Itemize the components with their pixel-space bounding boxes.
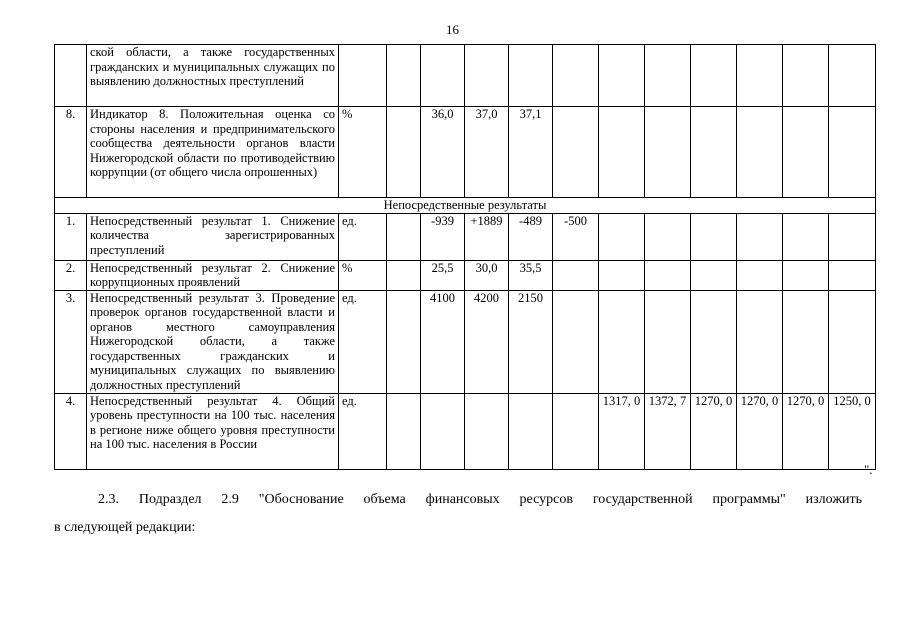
row-unit: [339, 45, 387, 107]
closing-quote: ".: [864, 462, 873, 477]
cell-value: [783, 260, 829, 290]
row-name: Непосредственный результат 2. Снижение коррупционных проявлений: [87, 260, 339, 290]
cell-value: [645, 213, 691, 260]
cell-value: [737, 290, 783, 393]
cell-value: +1889: [465, 213, 509, 260]
row-name: Непосредственный результат 4. Общий уровень преступности на 100 тыс. населения в регионе ниже общего уровня преступности на 100 тыс. населения в России: [87, 393, 339, 469]
cell-value: [509, 45, 553, 107]
table-row: [55, 260, 876, 290]
cell-value: [553, 45, 599, 107]
cell-value: [737, 107, 783, 198]
row-name: Индикатор 8. Положительная оценка со стороны населения и предпринимательского сообщества деятельности органов власти Нижегородской области по противодействию коррупции (от общего числа опрошенных): [87, 107, 339, 198]
cell-value: 35,5: [509, 260, 553, 290]
cell-value: [509, 393, 553, 469]
cell-value: [829, 107, 876, 198]
cell-value: [599, 260, 645, 290]
cell-value: [387, 213, 421, 260]
cell-value: [599, 45, 645, 107]
cell-value: [387, 45, 421, 107]
row-number: 1.: [55, 213, 87, 260]
cell-value: 4200: [465, 290, 509, 393]
row-unit: ед.: [339, 393, 387, 469]
row-name: ской области, а также государственных гражданских и муниципальных служащих по выявлению должностных преступлений: [87, 45, 339, 107]
cell-value: -500: [553, 213, 599, 260]
row-name: Непосредственный результат 1. Снижение количества зарегистрированных преступлений: [87, 213, 339, 260]
cell-value: [737, 45, 783, 107]
cell-value: 2150: [509, 290, 553, 393]
cell-value: [387, 290, 421, 393]
cell-value: 1250, 0: [829, 393, 876, 469]
table-body: [55, 45, 876, 470]
cell-value: [691, 213, 737, 260]
cell-value: 4100: [421, 290, 465, 393]
cell-value: 37,0: [465, 107, 509, 198]
cell-value: 1270, 0: [783, 393, 829, 469]
cell-value: [645, 290, 691, 393]
cell-value: [691, 290, 737, 393]
row-number: 2.: [55, 260, 87, 290]
cell-value: [387, 260, 421, 290]
cell-value: [645, 260, 691, 290]
cell-value: [553, 260, 599, 290]
table-row: [55, 45, 876, 107]
cell-value: [553, 107, 599, 198]
cell-value: [829, 260, 876, 290]
cell-value: [465, 393, 509, 469]
row-number: [55, 45, 87, 107]
paragraph-continuation: в следующей редакции:: [54, 520, 196, 535]
cell-value: [599, 290, 645, 393]
cell-value: 1317, 0: [599, 393, 645, 469]
cell-value: [421, 45, 465, 107]
table-row: [55, 290, 876, 393]
cell-value: [829, 213, 876, 260]
cell-value: -489: [509, 213, 553, 260]
cell-value: [737, 260, 783, 290]
cell-value: [465, 45, 509, 107]
cell-value: [829, 290, 876, 393]
cell-value: 1270, 0: [691, 393, 737, 469]
cell-value: -939: [421, 213, 465, 260]
row-unit: %: [339, 260, 387, 290]
cell-value: 37,1: [509, 107, 553, 198]
row-unit: ед.: [339, 290, 387, 393]
cell-value: [645, 107, 691, 198]
cell-value: [691, 107, 737, 198]
row-unit: %: [339, 107, 387, 198]
cell-value: [783, 213, 829, 260]
row-name: Непосредственный результат 3. Проведение проверок органов государственной власти и органов местного самоуправления Нижегородской области, а также государственных гражданских и муниципальных служащих по выявлению должностных преступлений: [87, 290, 339, 393]
cell-value: [691, 45, 737, 107]
cell-value: [387, 393, 421, 469]
table-row: [55, 107, 876, 198]
cell-value: [783, 107, 829, 198]
cell-value: [599, 107, 645, 198]
table-row: [55, 393, 876, 469]
cell-value: 1372, 7: [645, 393, 691, 469]
cell-value: 30,0: [465, 260, 509, 290]
section-header: Непосредственные результаты: [55, 198, 876, 214]
row-unit: ед.: [339, 213, 387, 260]
cell-value: 36,0: [421, 107, 465, 198]
cell-value: [783, 45, 829, 107]
indicators-table: [54, 44, 876, 470]
cell-value: [783, 290, 829, 393]
cell-value: [829, 45, 876, 107]
cell-value: [553, 290, 599, 393]
cell-value: 1270, 0: [737, 393, 783, 469]
cell-value: [737, 213, 783, 260]
cell-value: 25,5: [421, 260, 465, 290]
page-number: 16: [446, 22, 459, 37]
row-number: 4.: [55, 393, 87, 469]
section-header-row: [55, 198, 876, 214]
cell-value: [691, 260, 737, 290]
paragraph-2-3: 2.3. Подраздел 2.9 "Обоснование объема финансовых ресурсов государственной программы" изложить: [98, 492, 862, 507]
table-row: [55, 213, 876, 260]
cell-value: [387, 107, 421, 198]
row-number: 8.: [55, 107, 87, 198]
cell-value: [645, 45, 691, 107]
cell-value: [599, 213, 645, 260]
cell-value: [553, 393, 599, 469]
row-number: 3.: [55, 290, 87, 393]
cell-value: [421, 393, 465, 469]
